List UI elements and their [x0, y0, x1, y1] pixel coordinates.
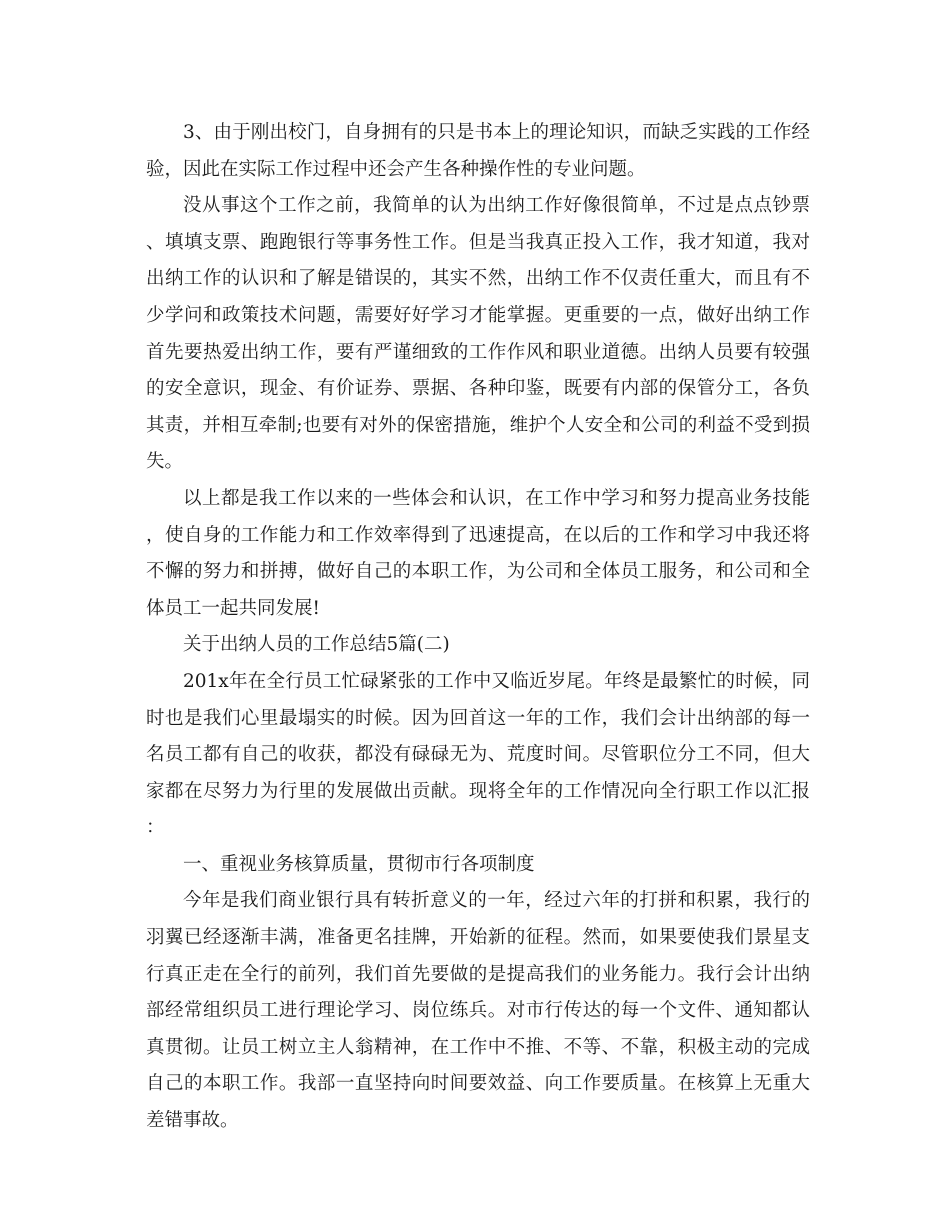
paragraph-business-quality: 今年是我们商业银行具有转折意义的一年，经过六年的打拼和积累，我行的羽翼已经逐渐丰满，准备更名挂牌，开始新的征程。然而，如果要使我们景星支行真正走在全行的前列，我们首先要做的是提高我们的业务能力。我行会计出纳部经常组织员工进行理论学习、岗位练兵。对市行传达的每一个文件、通知都认真贯彻。让员工树立主人翁精神，在工作中不推、不等、不靠，积极主动的完成自己的本职工作。我部一直坚持向时间要效益、向工作要质量。在核算上无重大差错事故。	[146, 890, 810, 1132]
section-title: 关于出纳人员的工作总结5篇(二)	[183, 634, 450, 656]
paragraph-conclusion: 以上都是我工作以来的一些体会和认识，在工作中学习和努力提高业务技能，使自身的工作能力和工作效率得到了迅速提高，在以后的工作和学习中我还将不懈的努力和拼搏，做好自己的本职工作，为公司和全体员工服务，和公司和全体员工一起共同发展!	[146, 487, 810, 619]
document-body	[146, 115, 810, 1140]
paragraph-cashier-understanding: 没从事这个工作之前，我简单的认为出纳工作好像很简单，不过是点点钞票、填填支票、跑跑银行等事务性工作。但是当我真正投入工作，我才知道，我对出纳工作的认识和了解是错误的，其实不然，出纳工作不仅责任重大，而且有不少学问和政策技术问题，需要好好学习才能掌握。更重要的一点，做好出纳工作首先要热爱出纳工作，要有严谨细致的工作作风和职业道德。出纳人员要有较强的安全意识，现金、有价证券、票据、各种印鉴，既要有内部的保管分工，各负其责，并相互牵制;也要有对外的保密措施，维护个人安全和公司的利益不受到损失。	[146, 195, 810, 473]
paragraph-point-3: 3、由于刚出校门，自身拥有的只是书本上的理论知识，而缺乏实践的工作经验，因此在实际工作过程中还会产生各种操作性的专业问题。	[146, 122, 810, 180]
paragraph-year-intro: 201x年在全行员工忙碌紧张的工作中又临近岁尾。年终是最繁忙的时候，同时也是我们心里最塌实的时候。因为回首这一年的工作，我们会计出纳部的每一名员工都有自己的收获，都没有碌碌无为、荒度时间。尽管职位分工不同，但大家都在尽努力为行里的发展做出贡献。现将全年的工作情况向全行职工作以汇报：	[146, 670, 810, 839]
section-heading-1: 一、重视业务核算质量，贯彻市行各项制度	[183, 853, 535, 875]
